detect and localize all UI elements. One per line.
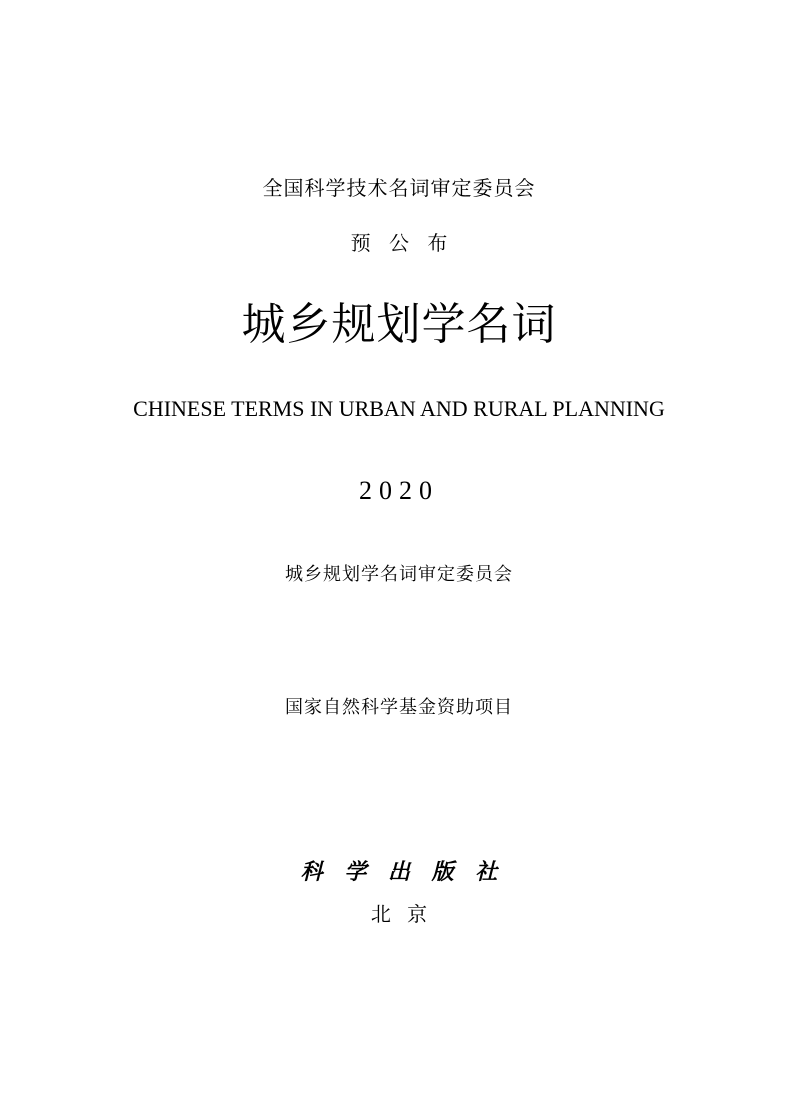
- review-committee: 城乡规划学名词审定委员会: [285, 564, 513, 585]
- prepublication-label: 预 公 布: [350, 231, 448, 255]
- publisher-name: 科 学 出 版 社: [300, 859, 498, 885]
- publication-year: 2020: [359, 476, 439, 505]
- issuing-committee: 全国科学技术名词审定委员会: [262, 176, 536, 200]
- funding-note: 国家自然科学基金资助项目: [285, 697, 513, 718]
- main-title: 城乡规划学名词: [241, 299, 557, 350]
- english-title: CHINESE TERMS IN URBAN AND RURAL PLANNING: [133, 396, 665, 421]
- publisher-city: 北 京: [370, 902, 428, 926]
